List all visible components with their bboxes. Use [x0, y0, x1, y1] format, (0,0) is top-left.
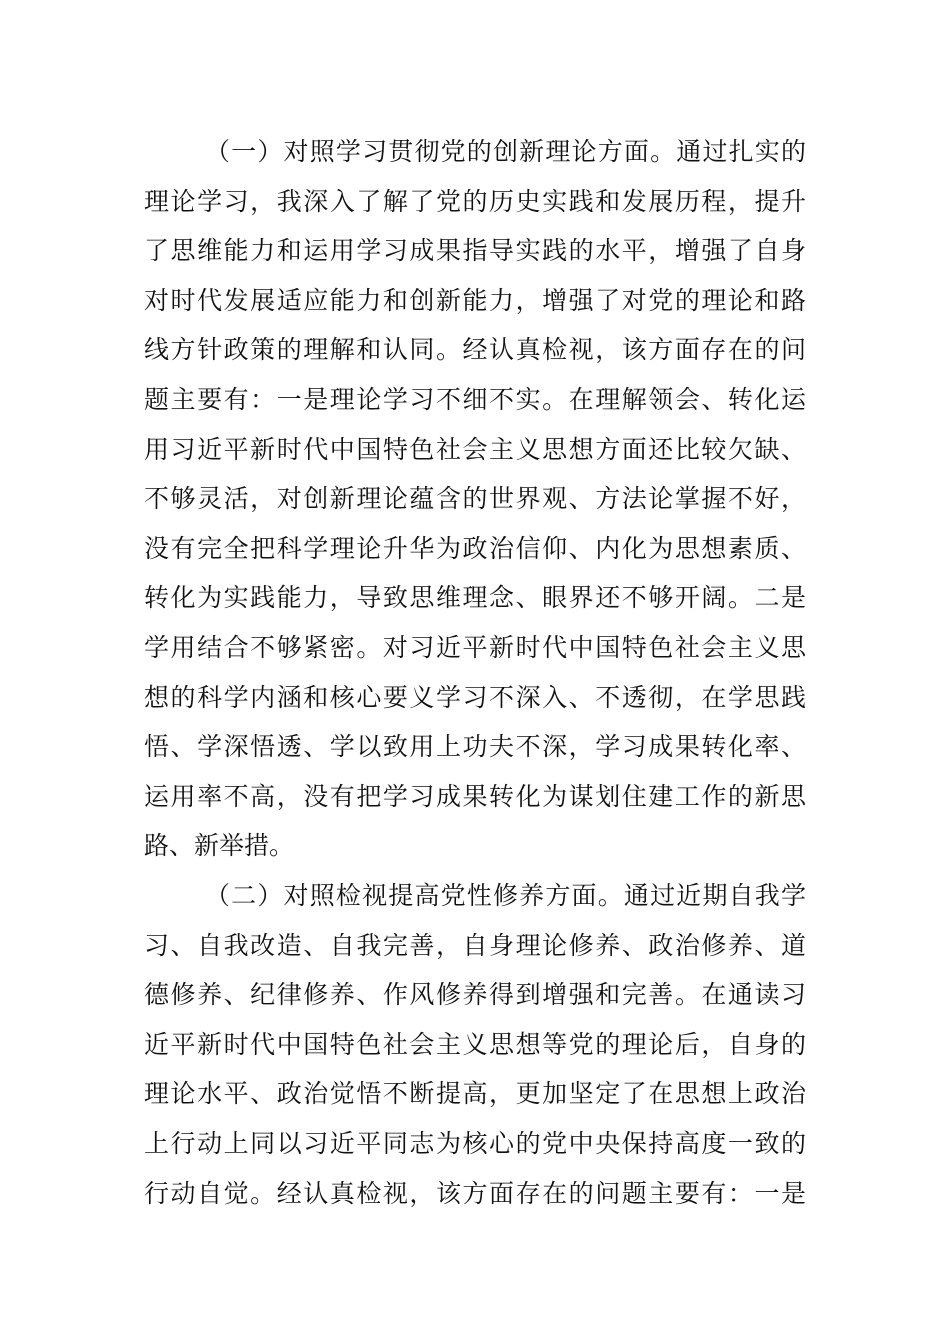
paragraph-line: （一）对照学习贯彻党的创新理论方面。通过扎实的 [205, 137, 806, 166]
paragraph-line: 没有完全把科学理论升华为政治信仰、内化为思想素质、 [144, 534, 806, 563]
paragraph-line: 上行动上同以习近平同志为核心的党中央保持高度一致的 [144, 1129, 806, 1158]
paragraph-line: 悟、学深悟透、学以致用上功夫不深，学习成果转化率、 [144, 732, 806, 761]
paragraph-line: 对时代发展适应能力和创新能力，增强了对党的理论和路 [144, 286, 806, 315]
paragraph-line: 了思维能力和运用学习成果指导实践的水平，增强了自身 [144, 236, 806, 265]
paragraph-line: 理论学习，我深入了解了党的历史实践和发展历程，提升 [144, 187, 806, 216]
paragraph-line: 理论水平、政治觉悟不断提高，更加坚定了在思想上政治 [144, 1079, 806, 1108]
paragraph-line: 习、自我改造、自我完善，自身理论修养、政治修养、道 [144, 931, 806, 960]
paragraph-line: 用习近平新时代中国特色社会主义思想方面还比较欠缺、 [144, 435, 806, 464]
paragraph-line: （二）对照检视提高党性修养方面。通过近期自我学 [205, 881, 806, 910]
paragraph-line: 线方针政策的理解和认同。经认真检视，该方面存在的问 [144, 335, 806, 364]
paragraph-line: 学用结合不够紧密。对习近平新时代中国特色社会主义思 [144, 633, 806, 662]
paragraph-line: 德修养、纪律修养、作风修养得到增强和完善。在通读习 [144, 980, 806, 1009]
paragraph-line: 近平新时代中国特色社会主义思想等党的理论后，自身的 [144, 1030, 806, 1059]
paragraph-line: 路、新举措。 [144, 831, 295, 860]
paragraph-line: 转化为实践能力，导致思维理念、眼界还不够开阔。二是 [144, 583, 806, 612]
paragraph-line: 想的科学内涵和核心要义学习不深入、不透彻，在学思践 [144, 683, 806, 712]
paragraph-line: 运用率不高，没有把学习成果转化为谋划住建工作的新思 [144, 782, 806, 811]
paragraph-line: 不够灵活，对创新理论蕴含的世界观、方法论掌握不好， [144, 484, 806, 513]
paragraph-line: 行动自觉。经认真检视，该方面存在的问题主要有：一是 [144, 1179, 806, 1208]
paragraph-line: 题主要有：一是理论学习不细不实。在理解领会、转化运 [144, 385, 806, 414]
